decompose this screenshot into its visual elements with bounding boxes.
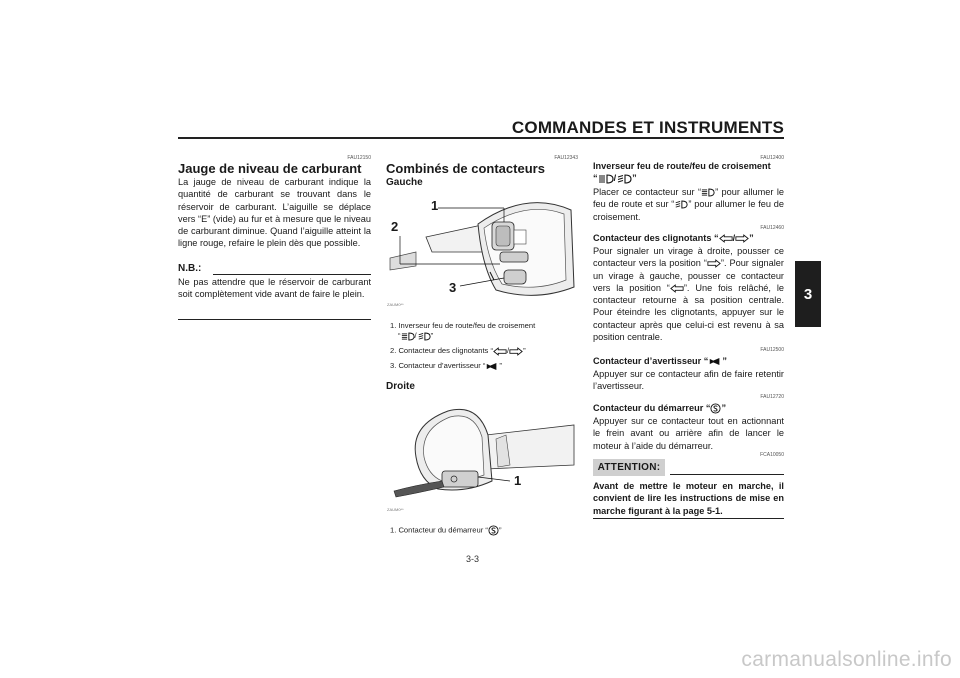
starter-icon — [710, 403, 721, 414]
page-number: 3-3 — [466, 554, 480, 564]
high-beam-icon — [598, 174, 614, 184]
turn-left-icon — [493, 347, 507, 356]
attention-label: ATTENTION: — [593, 459, 665, 476]
fuel-gauge-text: La jauge de niveau de carburant indique la quantité de carburant se trouvant dans le réservoir de carburant. L’aiguille se déplace vers “E” (vide) au fur et à mesure que le niveau de carburant diminue. Quand l’aiguille atteint la ligne rouge, refaire le plein dès que possible. — [178, 177, 371, 249]
left-switch-figure — [386, 192, 576, 307]
switches-title: Combinés de contacteurs — [386, 161, 545, 176]
attention-text: Avant de mettre le moteur en marche, il convient de lire les instructions de mise en marche figurant à la page 5-1. — [593, 481, 784, 516]
section-code: FAU12150 — [347, 155, 371, 161]
turn-right-icon — [509, 347, 523, 356]
right-subtitle: Droite — [386, 381, 415, 392]
section-code: FAU12500 — [760, 347, 784, 353]
watermark: carmanualsonline.info — [741, 648, 952, 671]
turn-right-icon — [707, 259, 721, 268]
low-beam-icon — [417, 332, 431, 341]
low-beam-icon — [674, 200, 688, 209]
section-code: FAU12400 — [760, 155, 784, 161]
nb-end-rule — [178, 319, 371, 320]
dimmer-switch-title: Inverseur feu de route/feu de croisement “ / ” — [593, 161, 771, 183]
fig1-label-3: 3 — [449, 280, 457, 295]
nb-rule — [213, 274, 371, 275]
horn-icon — [708, 357, 722, 366]
turn-signal-title: Contacteur des clignotants “ / ” — [593, 233, 754, 243]
dimmer-switch-text: Placer ce contacteur sur “ ” pour allumer le feu de route et sur “ ” pour allumer le feu de croisement. — [593, 187, 785, 222]
caption-2-1: 1. Contacteur du démarreur “ ” — [390, 525, 502, 535]
section-code: FAU12343 — [554, 155, 578, 161]
caption-1-3: 3. Contacteur d’avertisseur “ ” — [390, 361, 502, 370]
fig1-label-2: 2 — [391, 219, 399, 234]
section-code: FAU12460 — [760, 225, 784, 231]
header-rule — [178, 137, 784, 139]
horn-icon — [485, 362, 499, 371]
right-switch-figure — [386, 395, 576, 510]
turn-signal-text: Pour signaler un virage à droite, pousser ce contacteur vers la position “ ”. Pour signaler un virage à gauche, pousser ce contacteur vers la position “ ”. Une fois relâché, le contacteur retourne à sa position centrale. Pour éteindre les clignotants, appuyer sur le contacteur après que celui-ci est revenu à sa position centrale. — [593, 246, 784, 343]
turn-left-icon — [719, 234, 733, 243]
left-subtitle: Gauche — [386, 177, 423, 188]
high-beam-icon — [401, 332, 415, 341]
caption-1-1: 1. Inverseur feu de route/feu de croisement “ / ” — [390, 321, 536, 340]
fig1-id: ZAUM0** — [387, 302, 404, 307]
starter-icon — [488, 525, 499, 536]
caption-1-2: 2. Contacteur des clignotants “ / ” — [390, 346, 526, 355]
section-code: FCA10050 — [760, 452, 784, 458]
high-beam-icon — [701, 188, 715, 197]
attention-end-rule — [593, 518, 784, 519]
section-code: FAU12720 — [760, 394, 784, 400]
starter-switch-title: Contacteur du démarreur “ ” — [593, 403, 727, 413]
starter-switch-text: Appuyer sur ce contacteur tout en actionnant le frein avant ou arrière afin de lancer le moteur à l’aide du démarreur. — [593, 416, 784, 451]
page-header-title: COMMANDES ET INSTRUMENTS — [511, 118, 784, 137]
fig2-id: ZAUM0** — [387, 507, 404, 512]
horn-switch-text: Appuyer sur ce contacteur afin de faire retentir l’avertisseur. — [593, 369, 784, 392]
turn-left-icon — [670, 284, 684, 293]
horn-switch-title: Contacteur d’avertisseur “ ” — [593, 356, 727, 366]
fuel-gauge-title: Jauge de niveau de carburant — [178, 161, 362, 176]
low-beam-icon — [616, 174, 632, 184]
turn-right-icon — [735, 234, 749, 243]
attention-rule — [670, 474, 784, 475]
chapter-tab: 3 — [795, 261, 821, 327]
fig1-label-1: 1 — [431, 198, 439, 213]
fig2-label-1: 1 — [514, 473, 522, 488]
nb-text: Ne pas attendre que le réservoir de carburant soit complètement vide avant de faire le plein. — [178, 277, 371, 300]
nb-label: N.B.: — [178, 263, 202, 274]
